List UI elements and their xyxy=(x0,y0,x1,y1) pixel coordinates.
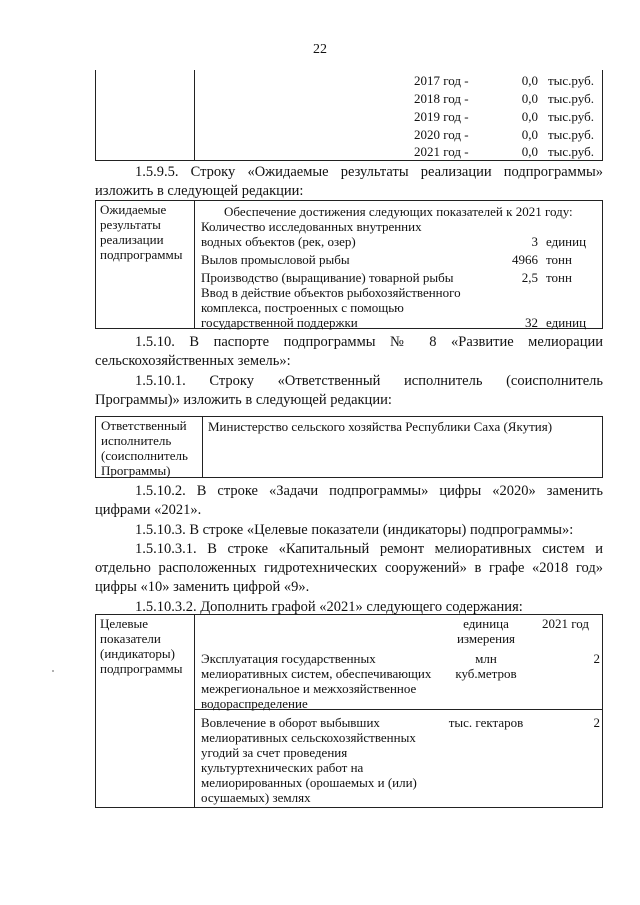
page-number: 22 xyxy=(313,42,327,57)
budget-table xyxy=(95,70,603,161)
budget-unit: тыс.руб. xyxy=(548,144,594,159)
indicators-table: Целевые показатели (индикаторы) подпрограммы единица измерения 2021 год Эксплуатация государственных мелиоративных систем, обеспечивающих межрегиональное и межхозяйственное водораспределение млн куб.метров 2 Вовлечение в оборот выбывших мелиоративных сельскохозяйственных угодий за счет проведения культуртехнических работ на мелиорированных (орошаемых и (или) осушаемых) землях тыс. гектаров 2 xyxy=(95,614,603,808)
expected-results-table: Ожидаемые результаты реализации подпрограммы Обеспечение достижения следующих показателей к 2021 году: Количество исследованных внутренних водных объектов (рек, озер) 3 единиц Вылов промысловой рыбы 4966 тонн Производство (выращивание) товарной рыбы 2,5 тонн Ввод в действие объектов рыбохозяйственного комплекса, построенных с помощью государственной поддержки 32 единиц xyxy=(95,200,603,329)
paragraph-1-5-10-3-1: 1.5.10.3.1. В строке «Капитальный ремонт мелиоративных систем и xyxy=(135,541,603,557)
results-item: Производство (выращивание) товарной рыбы xyxy=(201,270,454,285)
budget-unit: тыс.руб. xyxy=(548,91,594,106)
results-item: Ввод в действие объектов рыбохозяйственного комплекса, построенных с помощью государственной поддержки xyxy=(201,285,461,330)
indicator-row: Эксплуатация государственных мелиоративных систем, обеспечивающих межрегиональное и межхозяйственное водораспределение xyxy=(201,651,432,711)
budget-row: 2018 год - xyxy=(414,91,469,106)
results-item: Вылов промысловой рыбы xyxy=(201,252,350,267)
budget-row: 2019 год - xyxy=(414,109,469,124)
budget-unit: тыс.руб. xyxy=(548,127,594,142)
budget-row: 2017 год - xyxy=(414,73,469,88)
paragraph-1-5-10-1: 1.5.10.1. Строку «Ответственный исполнитель (соисполнитель xyxy=(135,373,603,389)
paragraph-1-5-10: 1.5.10. В паспорте подпрограммы № 8 «Развитие мелиорации xyxy=(135,334,603,350)
executor-table xyxy=(95,416,603,478)
budget-row: 2020 год - xyxy=(414,127,469,142)
budget-row: 2021 год - xyxy=(414,144,469,159)
paragraph-1-5-9-5: 1.5.9.5. Строку «Ожидаемые результаты реализации подпрограммы» xyxy=(135,164,603,180)
results-label: Ожидаемые результаты реализации подпрограммы xyxy=(100,202,183,262)
paragraph-1-5-10-3-2: 1.5.10.3.2. Дополнить графой «2021» следующего содержания: xyxy=(135,599,523,615)
indicators-label: Целевые показатели (индикаторы) подпрограммы xyxy=(100,616,183,676)
paragraph-1-5-10-3: 1.5.10.3. В строке «Целевые показатели (индикаторы) подпрограммы»: xyxy=(135,522,574,538)
scan-speck xyxy=(52,670,54,672)
budget-value: 0,0 xyxy=(521,73,538,88)
header-year: 2021 год xyxy=(542,616,589,631)
budget-value: 0,0 xyxy=(521,127,538,142)
budget-unit: тыс.руб. xyxy=(548,73,594,88)
results-intro: Обеспечение достижения следующих показателей к 2021 году: xyxy=(224,204,573,219)
executor-value: Министерство сельского хозяйства Республики Саха (Якутия) xyxy=(208,419,553,434)
header-unit: единица измерения xyxy=(456,616,516,646)
indicator-row: Вовлечение в оборот выбывших мелиоративных сельскохозяйственных угодий за счет проведения культуртехнических работ на мелиорированных (орошаемых и (или) осушаемых) землях xyxy=(201,715,417,805)
results-item: Количество исследованных внутренних водных объектов (рек, озер) xyxy=(201,219,422,249)
budget-value: 0,0 xyxy=(521,144,538,159)
executor-label: Ответственный исполнитель (соисполнитель Программы) xyxy=(101,418,188,478)
budget-unit: тыс.руб. xyxy=(548,109,594,124)
budget-value: 0,0 xyxy=(521,91,538,106)
budget-value: 0,0 xyxy=(521,109,538,124)
paragraph-1-5-10-2: 1.5.10.2. В строке «Задачи подпрограммы» цифры «2020» заменить xyxy=(135,483,603,499)
